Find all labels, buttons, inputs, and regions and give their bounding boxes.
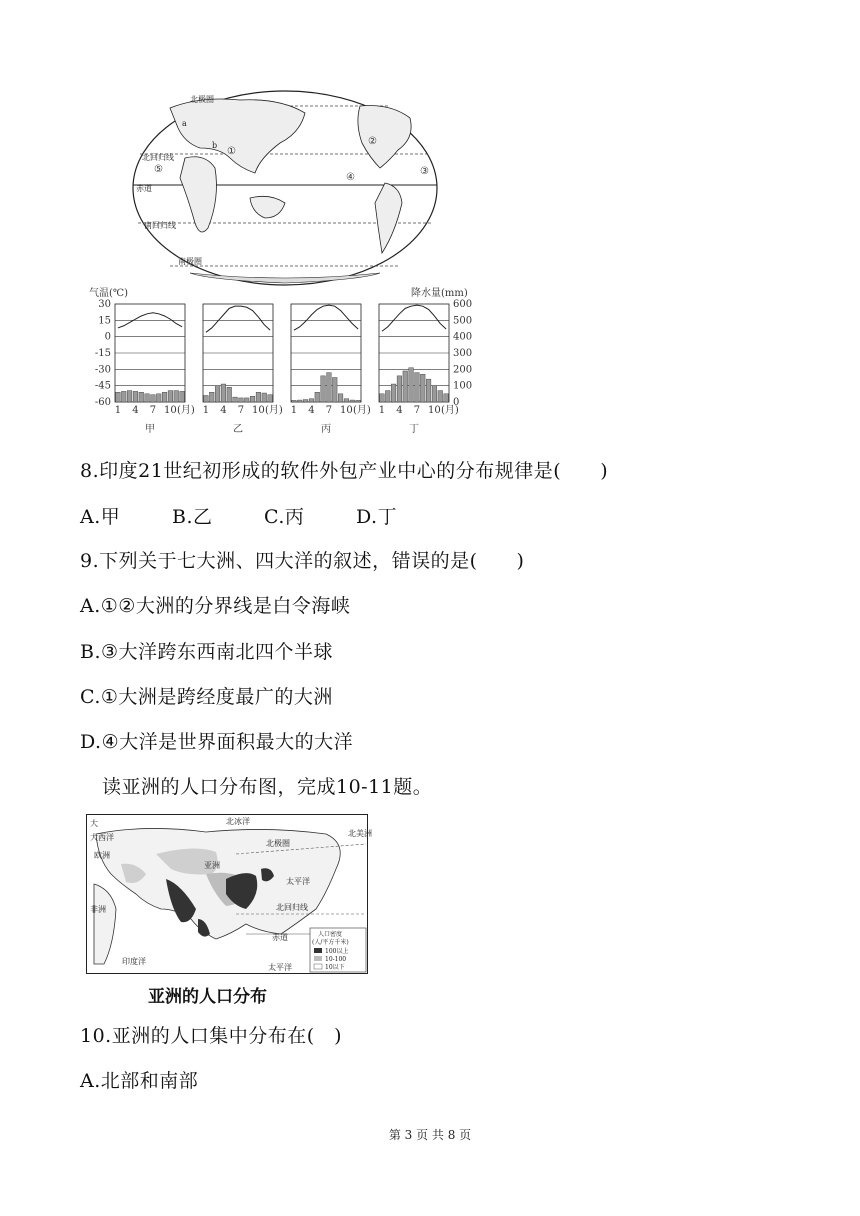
map-label-2: ②	[368, 136, 377, 147]
precipitation-bar	[133, 391, 138, 402]
precipitation-bar	[180, 391, 185, 402]
question-9: 9.下列关于七大洲、四大洋的叙述，错误的是( )	[80, 550, 525, 572]
precipitation-bar	[250, 396, 255, 402]
map-label-3: ③	[420, 166, 429, 177]
asia-label-atlantic: 大西洋	[90, 833, 114, 842]
map-label-tropic-capricorn: 南回归线	[144, 221, 176, 230]
legend-swatch-high	[314, 948, 322, 953]
legend-unit: (人/平方千米)	[312, 939, 349, 946]
climate-charts	[85, 282, 495, 437]
precipitation-bar	[385, 391, 390, 402]
month-tick-label: 7	[325, 405, 333, 416]
precip-tick-label: 100	[453, 380, 473, 392]
month-unit-label: (月)	[353, 405, 371, 416]
temp-tick-label: -45	[94, 380, 111, 392]
precip-axis-label: 降水量(mm)	[411, 288, 468, 299]
month-tick-label: 10	[252, 405, 265, 416]
legend-item-low: 10以下	[325, 964, 345, 971]
precipitation-bar	[127, 391, 132, 402]
month-tick-label: 1	[202, 405, 210, 416]
month-tick-label: 10	[340, 405, 353, 416]
q8-option-b[interactable]: B.乙	[172, 506, 213, 528]
svg-text:大: 大	[90, 819, 98, 828]
month-tick-label: 7	[149, 405, 157, 416]
asia-label-tropic: 北回归线	[276, 903, 308, 912]
precipitation-bar	[444, 394, 449, 402]
precipitation-bar	[380, 394, 385, 402]
month-tick-label: 4	[132, 405, 139, 416]
q8-option-a[interactable]: A.甲	[80, 506, 121, 528]
q8-option-d[interactable]: D.丁	[356, 506, 398, 528]
month-tick-label: 7	[237, 405, 245, 416]
map-label-a: a	[182, 119, 187, 128]
precipitation-bar	[168, 391, 173, 402]
legend-swatch-low	[314, 964, 322, 969]
temp-tick-label: -30	[94, 364, 111, 376]
temp-tick-label: 30	[98, 299, 111, 310]
precipitation-bar	[303, 400, 308, 402]
precipitation-bar	[403, 371, 408, 402]
precipitation-bar	[338, 394, 343, 402]
map-label-arctic-circle: 北极圈	[190, 95, 214, 104]
asia-label-asia: 亚洲	[204, 861, 220, 870]
month-tick-label: 1	[114, 405, 122, 416]
precipitation-bar	[426, 379, 431, 402]
precipitation-bar	[209, 392, 214, 402]
q9-option-a[interactable]: A.①②大洲的分界线是白令海峡	[80, 595, 351, 617]
page-footer: 第 3 页 共 8 页	[388, 1128, 472, 1142]
precip-tick-label: 400	[453, 331, 473, 343]
precipitation-bar	[174, 391, 179, 402]
question-8-options	[80, 502, 397, 529]
climate-panel-name: 甲	[145, 424, 155, 435]
map-label-b: b	[212, 141, 218, 150]
precipitation-bar	[262, 393, 267, 402]
temp-axis-label: 气温(℃)	[89, 288, 128, 299]
precip-tick-label: 200	[453, 364, 473, 376]
asia-label-indian-ocean: 印度洋	[122, 957, 146, 966]
month-tick-label: 10	[428, 405, 441, 416]
precipitation-bar	[215, 386, 220, 402]
precip-tick-label: 500	[453, 315, 473, 327]
precipitation-bar	[116, 392, 121, 402]
month-tick-label: 4	[396, 405, 403, 416]
map-label-antarctic-circle: 南极圈	[178, 257, 202, 266]
q8-option-c[interactable]: C.丙	[264, 506, 305, 528]
question-10: 10.亚洲的人口集中分布在( )	[80, 1025, 343, 1047]
precipitation-bar	[227, 387, 232, 402]
asia-map-caption: 亚洲的人口分布	[148, 987, 267, 1007]
temp-tick-label: -15	[94, 348, 111, 359]
precipitation-bar	[315, 392, 320, 402]
map-label-tropic-cancer: 北回归线	[142, 153, 174, 162]
question-8: 8.印度21世纪初形成的软件外包产业中心的分布规律是( )	[80, 460, 609, 482]
precipitation-bar	[356, 400, 361, 402]
precip-tick-label: 600	[453, 299, 473, 310]
precipitation-bar	[139, 392, 144, 402]
precipitation-bar	[332, 378, 337, 403]
legend-title: 人口密度	[318, 931, 343, 938]
precipitation-bar	[151, 395, 156, 402]
climate-panel-name: 丁	[409, 424, 419, 435]
month-tick-label: 7	[413, 405, 421, 416]
temp-tick-label: -60	[94, 397, 111, 408]
precipitation-bar	[233, 397, 238, 402]
precipitation-bar	[297, 400, 302, 402]
map-label-4: ④	[346, 172, 355, 183]
reading-intro: 读亚洲的人口分布图，完成10-11题。	[102, 776, 433, 798]
precipitation-bar	[350, 400, 355, 402]
temp-tick-label: 0	[104, 331, 111, 343]
precipitation-bar	[420, 374, 425, 402]
asia-label-europe: 欧洲	[94, 851, 110, 860]
q10-option-a[interactable]: A.北部和南部	[80, 1070, 199, 1092]
temp-tick-label: 15	[98, 315, 111, 327]
precipitation-bar	[409, 368, 414, 402]
precipitation-bar	[268, 395, 273, 402]
legend-item-high: 100以上	[325, 948, 349, 955]
month-tick-label: 1	[290, 405, 298, 416]
map-label-1: ①	[227, 146, 236, 157]
month-unit-label: (月)	[177, 405, 195, 416]
precipitation-bar	[391, 384, 396, 402]
month-tick-label: 10	[164, 405, 177, 416]
precipitation-bar	[204, 395, 209, 402]
asia-label-arctic-circle: 北极圈	[266, 839, 290, 848]
precipitation-bar	[162, 392, 167, 402]
month-tick-label: 4	[308, 405, 315, 416]
asia-label-arctic-ocean: 北冰洋	[226, 817, 250, 826]
month-unit-label: (月)	[441, 405, 459, 416]
precip-tick-label: 0	[453, 397, 460, 408]
precipitation-bar	[156, 394, 161, 402]
month-unit-label: (月)	[265, 405, 283, 416]
map-label-5: ⑤	[154, 164, 163, 175]
precipitation-bar	[344, 399, 349, 402]
q9-option-d[interactable]: D.④大洋是世界面积最大的大洋	[80, 731, 354, 753]
q9-option-c[interactable]: C.①大洲是跨经度最广的大洲	[80, 686, 333, 708]
climate-panel-name: 乙	[233, 424, 243, 435]
month-tick-label: 4	[220, 405, 227, 416]
asia-label-equator: 赤道	[272, 933, 288, 942]
map-label-equator: 赤道	[136, 184, 152, 193]
precipitation-bar	[397, 376, 402, 402]
precipitation-bar	[438, 391, 443, 402]
q9-option-b[interactable]: B.③大洋跨东西南北四个半球	[80, 641, 334, 663]
precipitation-bar	[415, 373, 420, 402]
precipitation-bar	[221, 384, 226, 402]
precipitation-bar	[121, 391, 126, 402]
precip-tick-label: 300	[453, 348, 473, 359]
precipitation-bar	[309, 399, 314, 402]
precipitation-bar	[432, 386, 437, 402]
asia-label-pacific-south: 太平洋	[268, 963, 292, 972]
asia-population-map	[86, 814, 372, 974]
precipitation-bar	[256, 392, 261, 402]
precipitation-bar	[321, 376, 326, 402]
climate-panel-name: 丙	[321, 424, 331, 435]
asia-label-north-america: 北美洲	[348, 829, 372, 838]
precipitation-bar	[244, 398, 249, 402]
precipitation-bar	[145, 394, 150, 402]
precipitation-bar	[327, 373, 332, 402]
world-map	[130, 88, 440, 288]
legend-swatch-mid	[314, 956, 322, 961]
asia-label-africa: 非洲	[90, 905, 106, 914]
precipitation-bar	[239, 398, 244, 402]
legend-item-mid: 10-100	[325, 956, 347, 963]
precipitation-bar	[292, 400, 297, 402]
month-tick-label: 1	[378, 405, 386, 416]
asia-label-pacific: 太平洋	[286, 877, 310, 886]
